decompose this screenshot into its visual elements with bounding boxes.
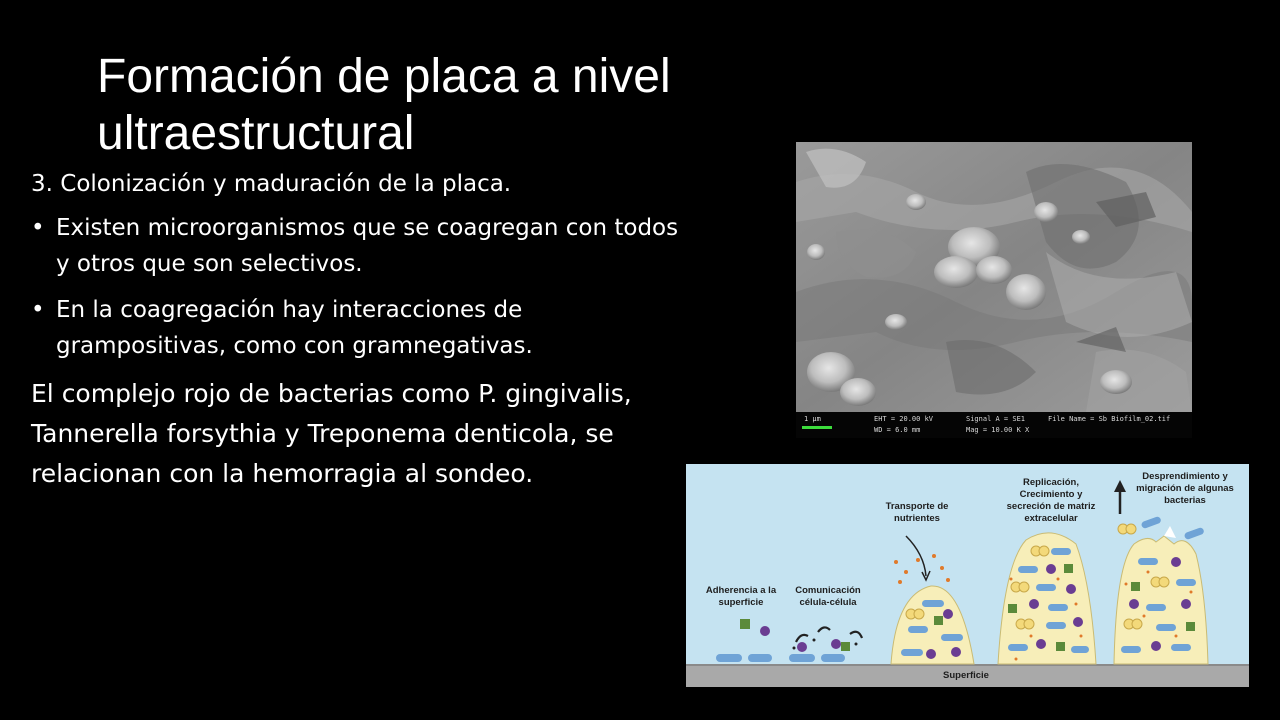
bullet-text: En la coagregación hay interacciones de grampositivas, como con gramnegativas. bbox=[56, 297, 533, 359]
wd-readout: WD = 6.0 mm bbox=[874, 426, 921, 434]
bullet-icon: • bbox=[31, 215, 45, 241]
label-adherencia: Adherencia a la superficie bbox=[705, 585, 777, 608]
red-complex-paragraph: El complejo rojo de bacterias como P. gingivalis, Tannerella forsythia y Treponema denticola, se relacionan con la hemorragia al sondeo. bbox=[31, 379, 632, 488]
sem-micrograph bbox=[796, 142, 1192, 438]
bullet-item bbox=[31, 210, 691, 282]
label-transporte: Transporte de nutrientes bbox=[885, 501, 949, 524]
bullet-text: Existen microorganismos que se coagregan con todos y otros que son selectivos. bbox=[56, 215, 679, 277]
mag-readout: Mag = 10.00 K X bbox=[966, 426, 1030, 434]
scale-bar bbox=[802, 426, 832, 429]
micrograph-info-bar bbox=[796, 412, 1192, 438]
label-superficie: Superficie bbox=[943, 670, 989, 681]
micrograph-image bbox=[796, 142, 1192, 412]
slide-body bbox=[31, 166, 691, 494]
label-desprendimiento: Desprendimiento y migración de algunas bacterias bbox=[1136, 471, 1234, 506]
biofilm-diagram bbox=[686, 464, 1249, 687]
section-heading: 3. Colonización y maduración de la placa. bbox=[31, 171, 512, 197]
eht-readout: EHT = 20.00 kV bbox=[874, 415, 934, 423]
signal-readout: Signal A = SE1 bbox=[966, 415, 1026, 423]
label-comunicacion: Comunicación célula-célula bbox=[795, 585, 861, 608]
scale-label: 1 µm bbox=[804, 415, 821, 423]
label-replicacion: Replicación, Crecimiento y secreción de matriz extracelular bbox=[1006, 477, 1096, 524]
bullet-item bbox=[31, 292, 691, 364]
filename-readout: File Name = Sb Biofilm_02.tif bbox=[1048, 415, 1171, 423]
slide-title: Formación de placa a nivel ultraestructural bbox=[97, 50, 671, 160]
bullet-icon: • bbox=[31, 297, 45, 323]
